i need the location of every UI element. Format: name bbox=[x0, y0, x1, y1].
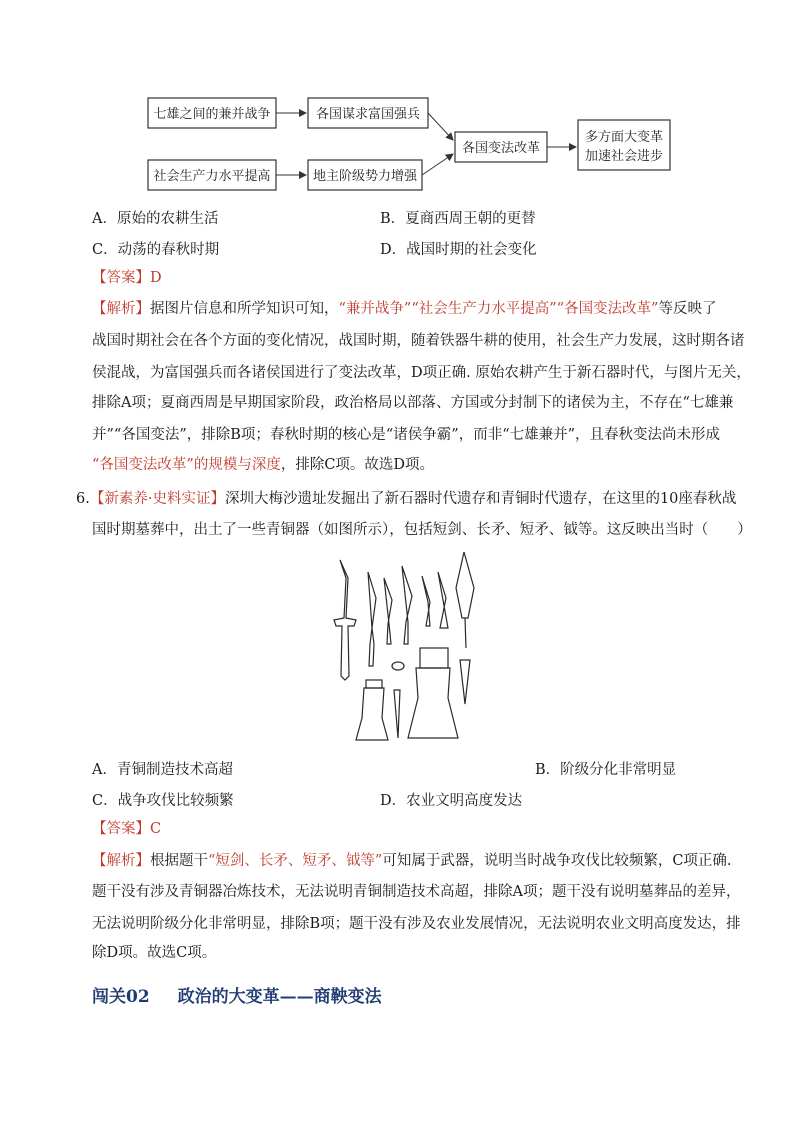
analysis-text: 等反映了 bbox=[658, 301, 717, 317]
svg-text:加速社会进步: 加速社会进步 bbox=[584, 149, 664, 164]
axe-1 bbox=[356, 688, 388, 740]
q6-answer bbox=[92, 819, 161, 839]
spear-2 bbox=[384, 578, 392, 644]
spear-3 bbox=[402, 566, 412, 644]
svg-text:各国变法改革: 各国变法改革 bbox=[461, 141, 541, 156]
analysis-text: ，排除C项。故选D项。 bbox=[280, 457, 435, 473]
svg-text:地主阶级势力增强: 地主阶级势力增强 bbox=[312, 169, 418, 184]
section-heading bbox=[92, 982, 410, 1007]
q5-analysis-line-3: 侯混战，为富国强兵而各诸侯国进行了变法改革，D项正确. 原始农耕产生于新石器时代，与图片无关， bbox=[92, 365, 751, 381]
spear-4 bbox=[456, 552, 474, 618]
answer-tag: 【答案】 bbox=[92, 821, 150, 837]
arrow-2-5 bbox=[428, 113, 453, 140]
flowchart-diagram bbox=[140, 88, 680, 198]
answer-value: D bbox=[150, 270, 162, 286]
analysis-text: 可知属于武器，说明当时战争攻伐比较频繁，C项正确. bbox=[382, 853, 732, 869]
q5-answer bbox=[92, 268, 162, 288]
analysis-tag: 【解析】 bbox=[92, 853, 150, 869]
q5-analysis-line-2: 战国时期社会在各个方面的变化情况，战国时期，随着铁器牛耕的使用，社会生产力发展，这时期各诸 bbox=[92, 333, 745, 349]
q5-analysis-line-6 bbox=[92, 455, 434, 475]
q6-analysis-line-4: 除D项。故选C项。 bbox=[92, 945, 217, 961]
svg-text:多方面大变革: 多方面大变革 bbox=[584, 130, 664, 145]
q6-option-b: B．阶级分化非常明显 bbox=[535, 762, 677, 778]
section-number: 闯关02 bbox=[92, 987, 150, 1007]
short-sword-1 bbox=[334, 560, 356, 680]
analysis-text: 据图片信息和所学知识可知， bbox=[150, 301, 339, 317]
answer-value: C bbox=[150, 821, 162, 837]
q5-analysis-line-5: 并”“各国变法”，排除B项；春秋时期的核心是“诸侯争霸”，而非“七雄兼并”，且春秋变法尚未形成 bbox=[92, 427, 721, 443]
svg-text:七雄之间的兼并战争: 七雄之间的兼并战争 bbox=[153, 107, 271, 122]
q6-option-a: A．青铜制造技术高超 bbox=[92, 762, 233, 778]
spear-1 bbox=[368, 572, 376, 666]
q5-option-c: C．动荡的春秋时期 bbox=[92, 242, 220, 258]
q6-analysis-line-3: 无法说明阶级分化非常明显，排除B项；题干没有涉及农业发展情况，无法说明农业文明高度发达，排 bbox=[92, 916, 741, 932]
answer-tag: 【答案】 bbox=[92, 270, 150, 286]
flow-box-3 bbox=[148, 160, 276, 190]
q5-analysis-line-4: 排除A项；夏商西周是早期国家阶段，政治格局以部落、方国或分封制下的诸侯为主，不存在“七雄兼 bbox=[92, 395, 734, 411]
short-spear-1 bbox=[422, 576, 430, 626]
svg-text:各国谋求富国强兵: 各国谋求富国强兵 bbox=[315, 107, 421, 122]
bronze-weapons-illustration bbox=[322, 548, 482, 748]
flow-box-2 bbox=[308, 98, 428, 128]
q5-option-d: D．战国时期的社会变化 bbox=[380, 242, 537, 258]
flow-box-6 bbox=[578, 120, 670, 170]
svg-text:社会生产力水平提高: 社会生产力水平提高 bbox=[153, 169, 271, 184]
section-title: 政治的大变革——商鞅变法 bbox=[177, 987, 382, 1007]
flow-box-5 bbox=[455, 132, 547, 162]
stem-text: 深圳大梅沙遗址发掘出了新石器时代遗存和青铜时代遗存，在这里的10座春秋战 bbox=[224, 491, 737, 507]
q6-stem-line-2: 国时期墓葬中，出土了一些青铜器（如图所示），包括短剑、长矛、短矛、钺等。这反映出当时（ ） bbox=[92, 522, 752, 538]
flow-box-4 bbox=[308, 160, 422, 190]
q5-option-a: A．原始的农耕生活 bbox=[92, 211, 219, 227]
q6-stem-line-1 bbox=[76, 489, 736, 509]
spear-tip bbox=[460, 660, 470, 704]
axe-2 bbox=[408, 668, 458, 738]
short-spear-2 bbox=[438, 572, 448, 628]
q5-option-b: B．夏商西周王朝的更替 bbox=[380, 211, 536, 227]
analysis-text: 根据题干 bbox=[150, 853, 208, 869]
arrow-4-5 bbox=[422, 154, 453, 175]
analysis-quote: “兼并战争”“社会生产力水平提高”“各国变法改革” bbox=[338, 301, 659, 317]
q5-analysis-line-1 bbox=[92, 299, 716, 319]
q6-analysis-line-2: 题干没有涉及青铜器冶炼技术，无法说明青铜制造技术高超，排除A项；题干没有说明墓葬品的差异， bbox=[92, 884, 741, 900]
analysis-tag: 【解析】 bbox=[92, 301, 150, 317]
q6-analysis-line-1 bbox=[92, 851, 732, 871]
analysis-quote: “各国变法改革”的规模与深度 bbox=[92, 457, 281, 473]
question-number: 6. bbox=[76, 491, 90, 507]
analysis-quote: “短剑、长矛、短矛、钺等” bbox=[208, 853, 383, 869]
q6-option-d: D．农业文明高度发达 bbox=[380, 793, 523, 809]
q6-option-c: C．战争攻伐比较频繁 bbox=[92, 793, 234, 809]
small-blade bbox=[394, 690, 400, 738]
flow-box-1 bbox=[148, 98, 276, 128]
question-tag: 【新素养·史料实证】 bbox=[89, 491, 225, 507]
